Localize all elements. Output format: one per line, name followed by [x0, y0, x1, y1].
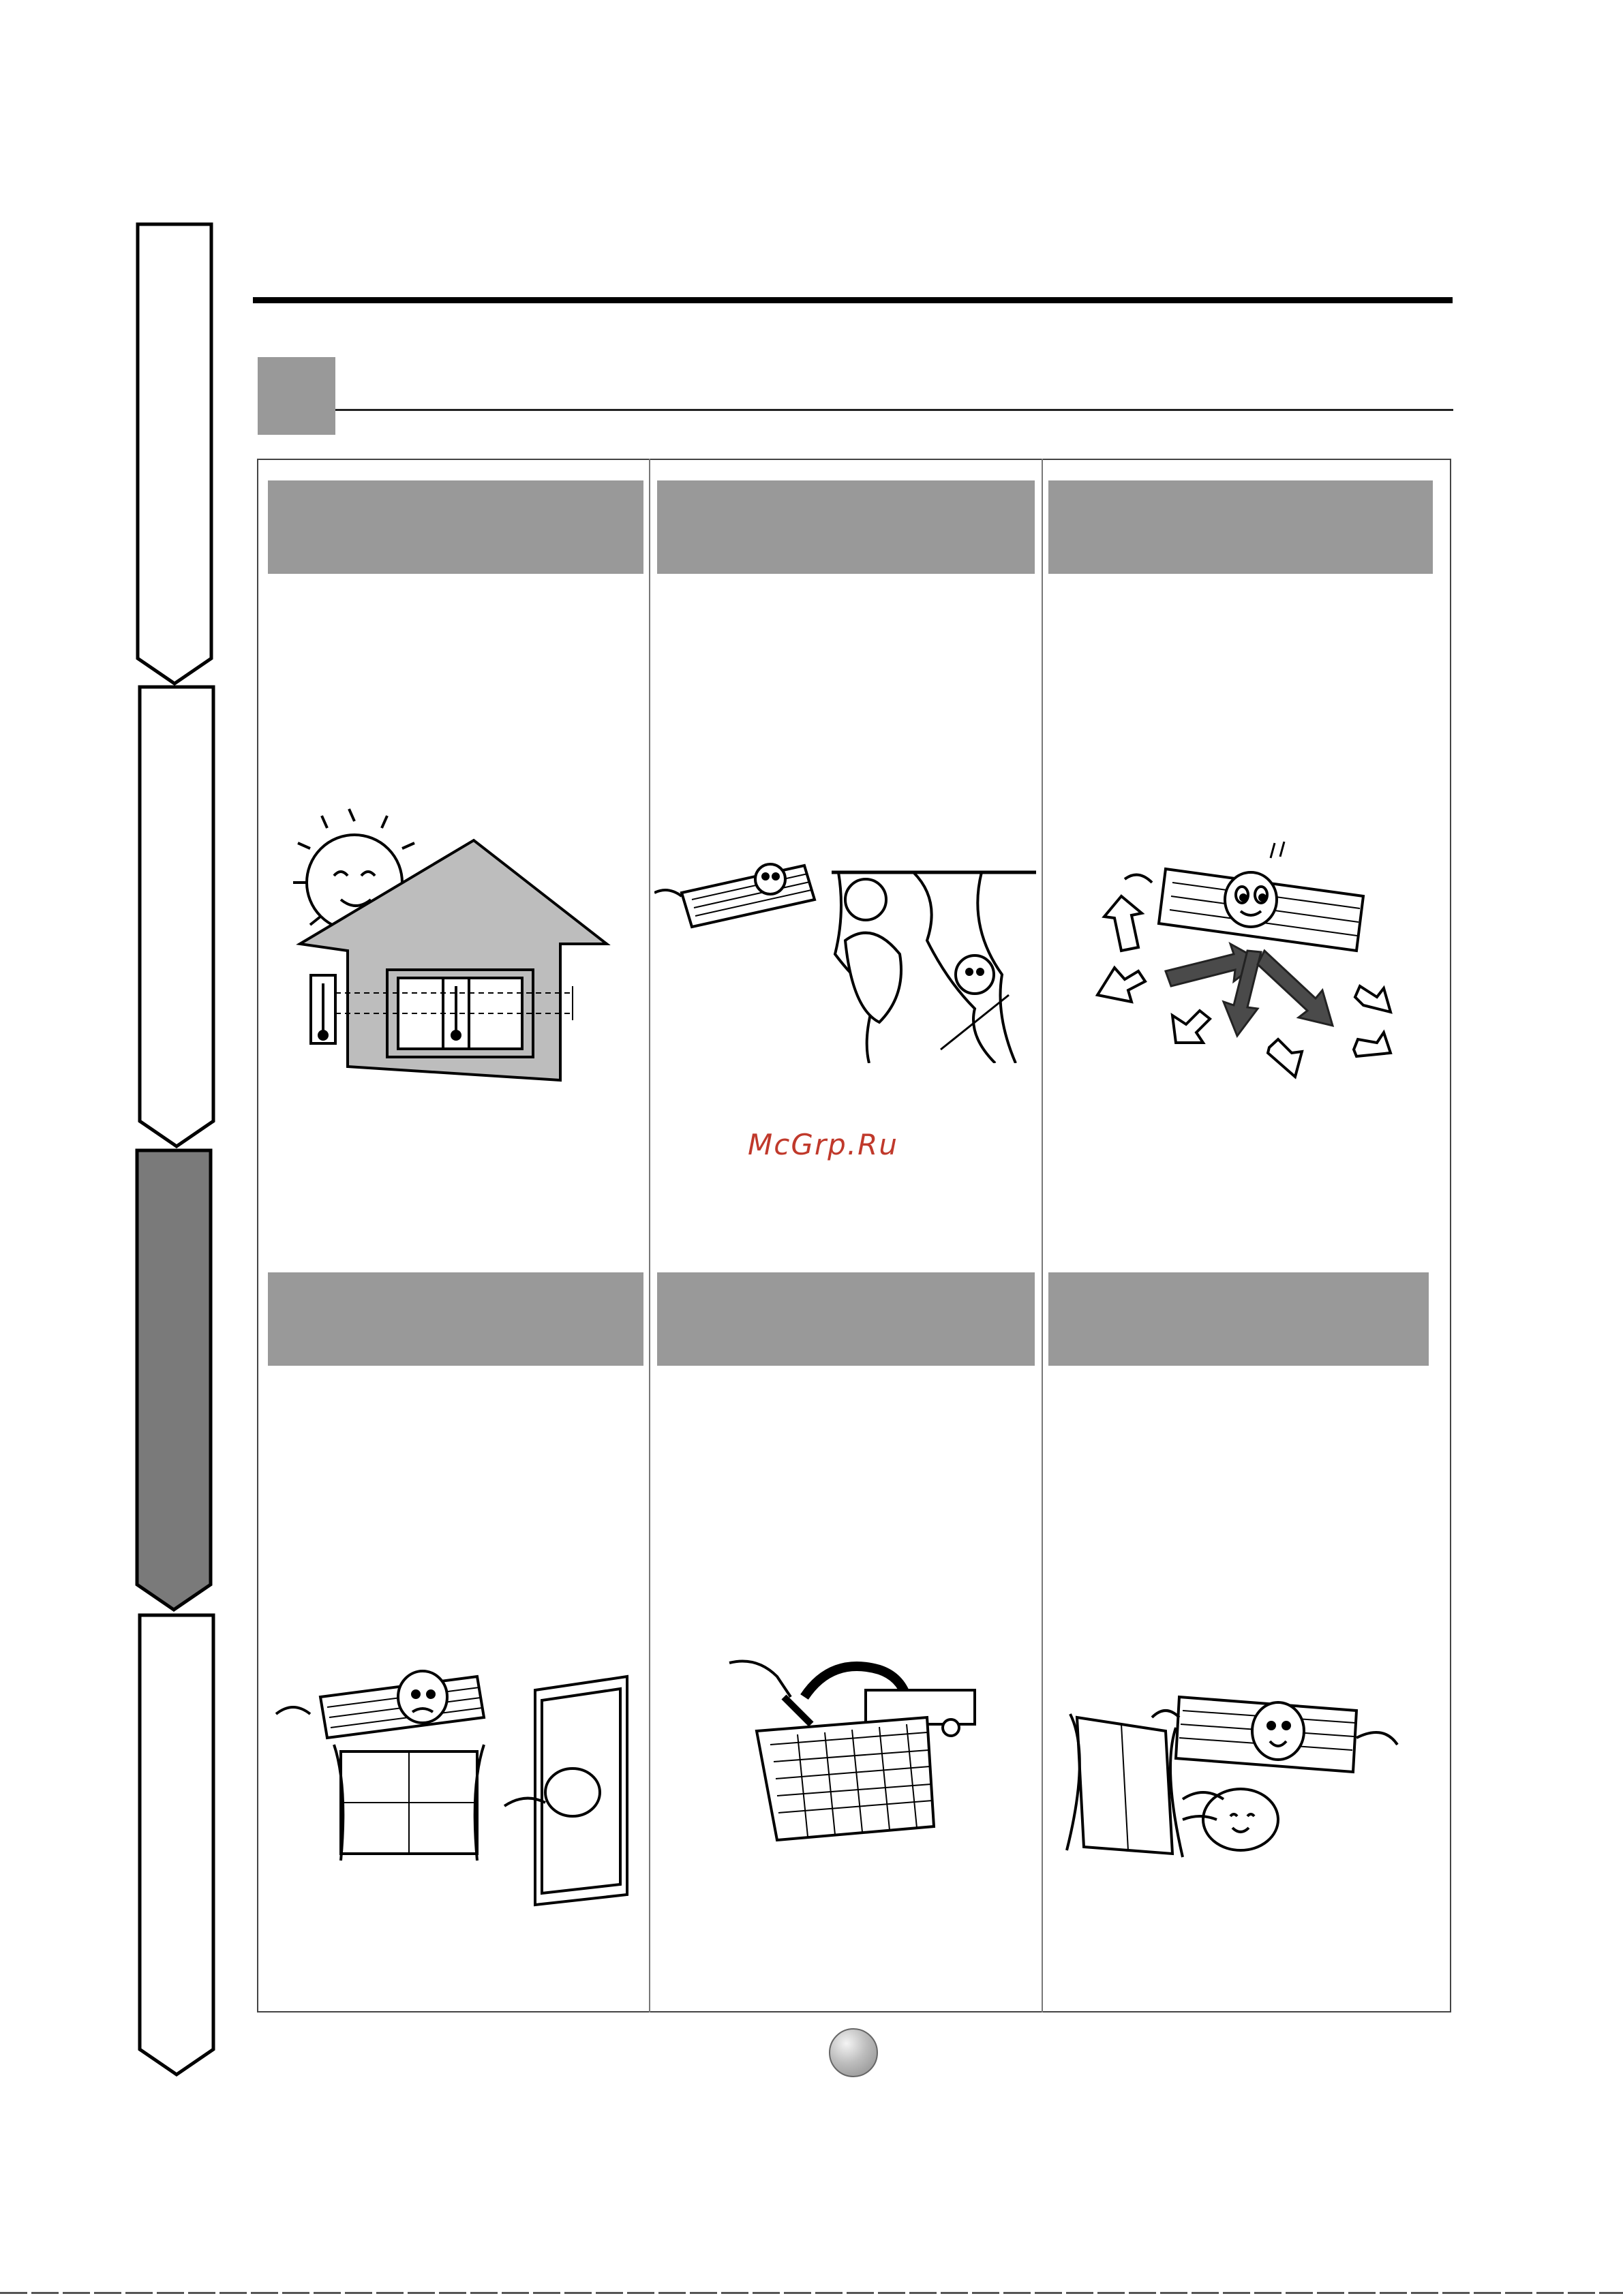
column-divider: [1042, 459, 1043, 2012]
section-marker: [258, 357, 335, 435]
section-rule: [335, 409, 1453, 411]
panel-header: [657, 1272, 1035, 1366]
panel-header: [268, 1272, 643, 1366]
footer-rule: [0, 2292, 1623, 2294]
page-top-rule: [253, 297, 1453, 303]
ac-airflow-arrows-illustration: [1091, 835, 1431, 1097]
side-tab-4[interactable]: [134, 1613, 215, 2077]
panel-header: [268, 480, 643, 574]
panel-header: [657, 480, 1035, 574]
ac-ventilation-window-illustration: [1063, 1649, 1445, 1912]
side-tab-1[interactable]: [134, 222, 215, 686]
column-divider: [649, 459, 650, 2012]
side-tab-2[interactable]: [134, 685, 215, 1148]
vacuum-filter-cleaning-illustration: [716, 1649, 988, 1857]
panel-header: [1048, 1272, 1429, 1366]
sun-house-thermometer-illustration: [279, 808, 620, 1097]
page-number-badge: [829, 2028, 878, 2077]
ac-open-door-window-illustration: [273, 1649, 641, 1912]
watermark-text: McGrp.Ru: [748, 1128, 898, 1161]
ac-closing-curtains-illustration: [654, 845, 1036, 1067]
side-tab-3-active[interactable]: [134, 1148, 215, 1612]
panel-header: [1048, 480, 1433, 574]
